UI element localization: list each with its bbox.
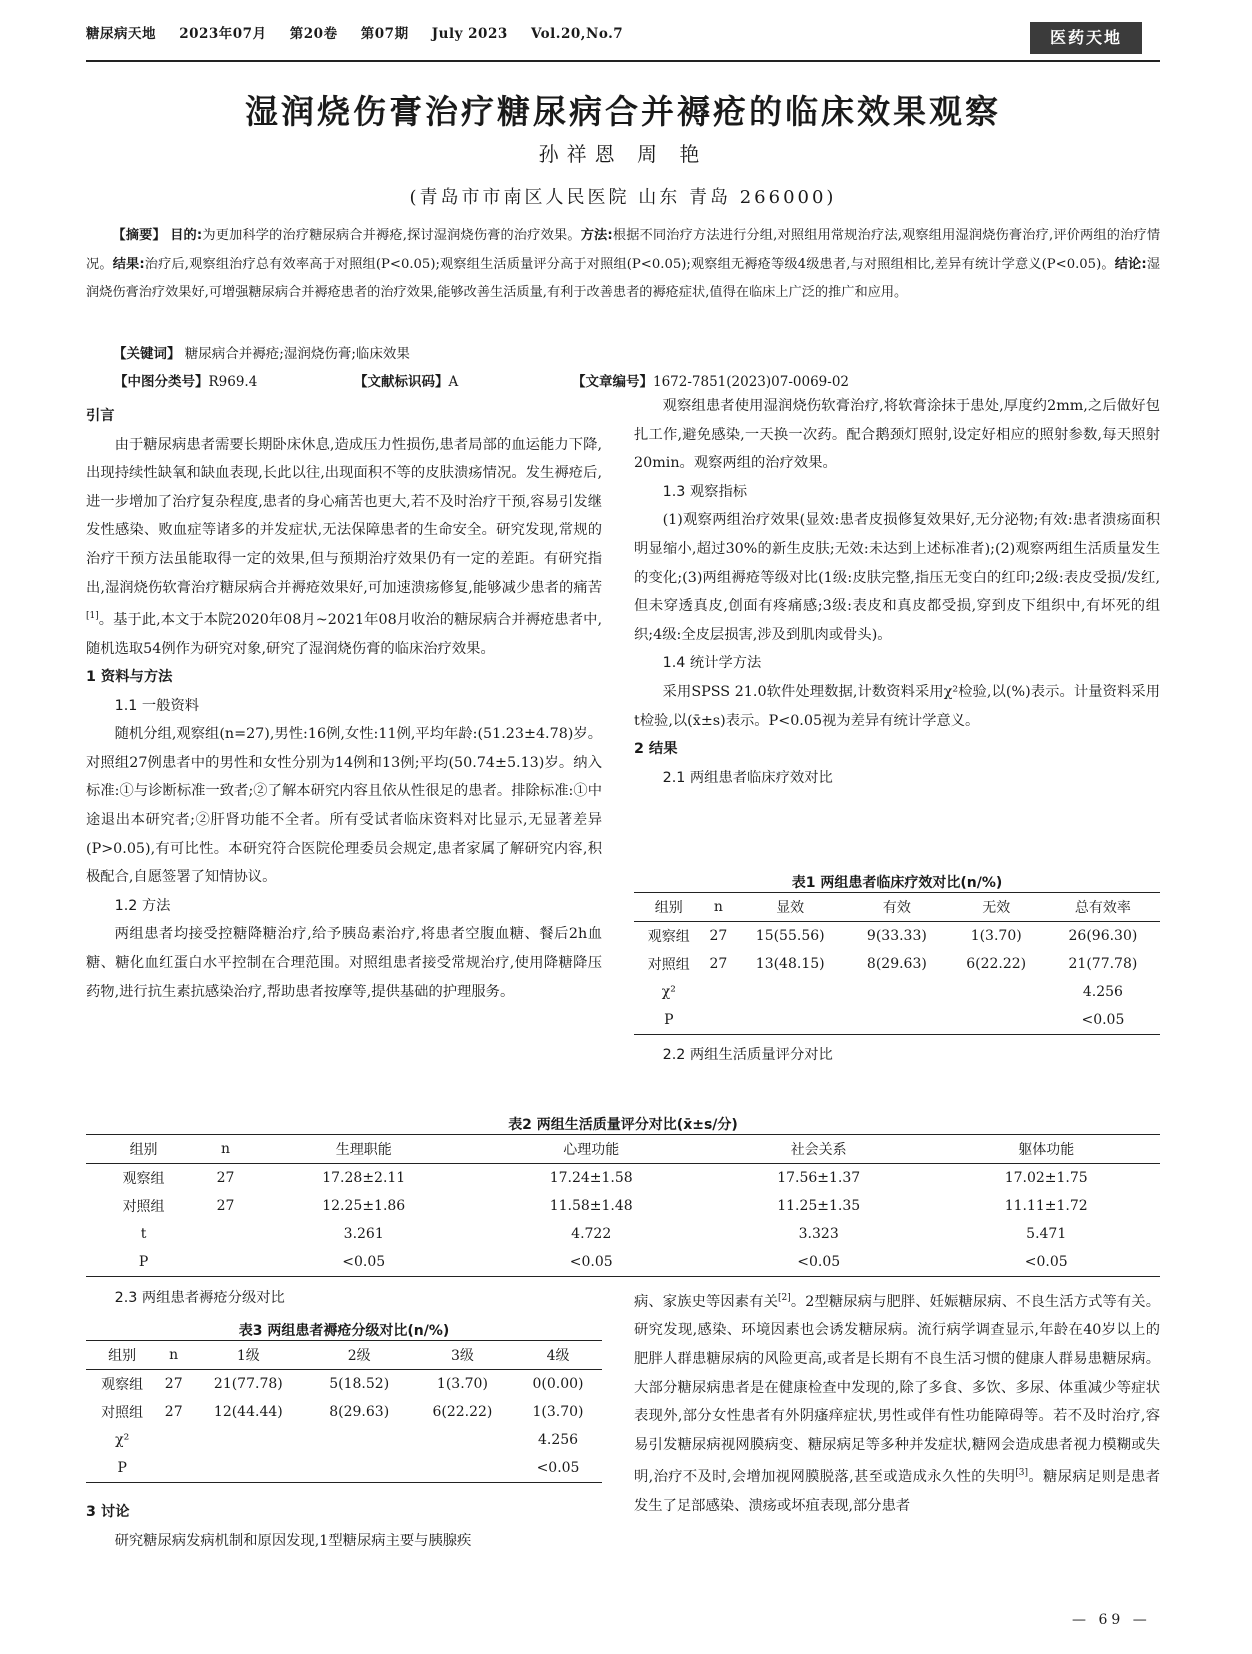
table-cell: 3.323 <box>798 1226 839 1242</box>
clc-label: 【中图分类号】 <box>114 374 209 390</box>
discussion-text-3: 。糖尿病足则是患者发生了足部感染、溃疡或坏疽表现,部分患者 <box>634 1469 1160 1514</box>
table-cell: 5.471 <box>1026 1226 1067 1242</box>
art-value: 1672-7851(2023)07-0069-02 <box>653 374 850 390</box>
objective-label: 目的: <box>170 228 203 243</box>
table-cell <box>733 1006 847 1035</box>
table-1-caption: 表1 两组患者临床疗效对比(n/%) <box>791 875 1003 891</box>
running-header <box>86 22 641 42</box>
left-column <box>86 402 602 1006</box>
date-en: July 2023 <box>431 26 508 42</box>
issue: 第07期 <box>360 26 409 42</box>
table-cell: 27 <box>216 1170 235 1186</box>
table-cell <box>158 1426 189 1454</box>
volume: 第20卷 <box>289 26 338 42</box>
section-2-3-heading: 2.3 两组患者褥疮分级对比 <box>114 1290 285 1306</box>
header-rule <box>86 60 1160 62</box>
column-header: 组别 <box>654 900 683 916</box>
doc-label: 【文献标识码】 <box>354 374 449 390</box>
table-cell: 3.261 <box>343 1226 384 1242</box>
table-row <box>634 978 1160 1006</box>
column-header: n <box>221 1141 231 1157</box>
table-cell <box>733 978 847 1006</box>
table-cell: 8(29.63) <box>329 1404 390 1420</box>
right-column <box>634 392 1160 792</box>
table-cell: 4.256 <box>537 1432 579 1448</box>
art-label: 【文章编号】 <box>572 374 653 390</box>
doc-code <box>354 368 458 396</box>
section-3-heading: 3 讨论 <box>86 1504 130 1520</box>
column-header: 生理职能 <box>335 1142 392 1158</box>
table-cell <box>158 1454 189 1483</box>
table-cell: <0.05 <box>1081 1012 1125 1028</box>
column-header: 总有效率 <box>1074 900 1131 916</box>
clc-value: R969.4 <box>208 374 258 390</box>
table-cell: 对照组 <box>647 957 690 973</box>
citation-3: [3] <box>1015 1468 1029 1479</box>
table-cell: 观察组 <box>101 1377 144 1393</box>
result-text: 治疗后,观察组治疗总有效率高于对照组(P<0.05);观察组生活质量评分高于对照组(P<0.05);观察组无褥疮等级4级患者,与对照组相比,差异有统计学意义(P<0.05)。 <box>144 256 1115 272</box>
table-cell: P <box>117 1460 127 1476</box>
section-1-3-heading: 1.3 观察指标 <box>662 483 748 500</box>
table-cell: 4.722 <box>571 1226 612 1242</box>
table-cell <box>847 978 946 1006</box>
article-title: 湿润烧伤膏治疗糖尿病合并褥疮的临床效果观察 <box>245 92 1001 131</box>
table-cell: 13(48.15) <box>755 956 825 972</box>
table-cell: 8(29.63) <box>866 956 927 972</box>
table-cell <box>308 1454 411 1483</box>
table-cell <box>947 1006 1046 1035</box>
discussion-text-2: 。2型糖尿病与肥胖、妊娠糖尿病、不良生活方式等有关。研究发现,感染、环境因素也会诱发糖尿病。流行病学调查显示,年龄在40岁以上的肥胖人群患糖尿病的风险更高,或者是长期有不良生活习惯的健康人群易患糖尿病。大部分糖尿病患者是在健康检查中发现的,除了多食、多饮、多尿、体重减少等症状表现外,部分女性患者有外阴瘙痒症状,男性或伴有性功能障碍等。若不及时治疗,容易引发糖尿病视网膜病变、糖尿病足等多种并发症状,糖网会造成患者视力模糊或失明,治疗不及时,会增加视网膜脱落,甚至或造成永久性的失明 <box>634 1293 1161 1486</box>
table-cell: 17.24±1.58 <box>549 1170 633 1186</box>
discussion-left <box>86 1498 602 1555</box>
table-3-grid <box>86 1340 602 1483</box>
table-cell: 5(18.52) <box>329 1376 390 1392</box>
table-cell: 27 <box>709 956 728 972</box>
table-cell: 17.56±1.37 <box>777 1170 861 1186</box>
table-row <box>634 1006 1160 1035</box>
table-row <box>86 1426 602 1454</box>
column-header: 心理功能 <box>563 1142 620 1158</box>
table-cell <box>704 978 734 1006</box>
section-2-1-heading: 2.1 两组患者临床疗效对比 <box>662 769 833 786</box>
clc-code <box>114 368 257 396</box>
table-cell: 4.256 <box>1082 984 1123 1000</box>
table-row <box>86 1220 1160 1248</box>
table-cell <box>411 1426 514 1454</box>
citation-2: [2] <box>778 1293 791 1303</box>
table-header-row <box>86 1341 602 1370</box>
table-cell: 观察组 <box>647 929 690 945</box>
table-cell: 1(3.70) <box>532 1404 584 1420</box>
table-cell: χ² <box>115 1432 130 1448</box>
table-cell: 11.25±1.35 <box>777 1198 861 1214</box>
column-header: 3级 <box>450 1348 474 1364</box>
citation-1: [1] <box>86 611 99 622</box>
table-header-row <box>86 1135 1160 1164</box>
conclusion-text: 湿润烧伤膏治疗效果好,可增强糖尿病合并褥疮患者的治疗效果,能够改善生活质量,有利于改善患者的褥疮症状,值得在临床上广泛的推广和应用。 <box>86 256 1161 300</box>
discussion-paragraph-continued <box>634 1284 1160 1520</box>
table-cell: <0.05 <box>569 1254 613 1270</box>
table-cell: 1(3.70) <box>436 1376 488 1392</box>
column-header: 无效 <box>982 900 1011 916</box>
table-cell: <0.05 <box>1024 1254 1068 1270</box>
table-1-grid <box>634 892 1160 1035</box>
table-header-row <box>634 893 1160 922</box>
column-header: 组别 <box>129 1142 158 1158</box>
section-2-2-block <box>634 1041 1160 1070</box>
table-cell: χ² <box>661 984 676 1000</box>
discussion-text-1: 病、家族史等因素有关 <box>634 1293 779 1310</box>
table-cell: 1(3.70) <box>970 928 1022 944</box>
section-badge: 医药天地 <box>1030 22 1142 54</box>
table-row <box>86 1454 602 1483</box>
table-cell <box>189 1426 308 1454</box>
method-text: 根据不同治疗方法进行分组,对照组用常规治疗法,观察组用湿润烧伤膏治疗,评价两组的治疗情况。 <box>86 228 1161 272</box>
page-number: — 69 — <box>1072 1612 1151 1628</box>
table-cell: 11.58±1.48 <box>549 1198 633 1214</box>
discussion-paragraph-start: 研究糖尿病发病机制和原因发现,1型糖尿病主要与胰腺疾 <box>114 1532 472 1549</box>
table-2-caption: 表2 两组生活质量评分对比(x̄±s/分) <box>508 1117 738 1133</box>
table-cell: 12(44.44) <box>213 1404 283 1420</box>
table-cell <box>947 978 1046 1006</box>
table-cell: t <box>140 1226 147 1242</box>
table-cell: 11.11±1.72 <box>1004 1198 1088 1214</box>
column-header: 有效 <box>882 900 911 916</box>
table-row <box>86 1248 1160 1277</box>
table-2-grid <box>86 1134 1160 1277</box>
table-cell: 17.02±1.75 <box>1004 1170 1088 1186</box>
intro-paragraph <box>86 431 602 664</box>
table-row <box>634 950 1160 978</box>
table-row <box>634 922 1160 951</box>
section-1-2-paragraph: 两组患者均接受控糖降糖治疗,给予胰岛素治疗,将患者空腹血糖、餐后2h血糖、糖化血红蛋白水平控制在合理范围。对照组患者接受常规治疗,使用降糖降压药物,进行抗生素抗感染治疗,帮助患者按摩等,提供基础的护理服务。 <box>86 926 602 1000</box>
section-1-4-paragraph: 采用SPSS 21.0软件处理数据,计数资料采用χ²检验,以(%)表示。计量资料采用t检验,以(x̄±s)表示。P<0.05视为差异有统计学意义。 <box>634 683 1160 729</box>
table-2 <box>86 1114 1160 1277</box>
intro-heading: 引言 <box>86 408 115 424</box>
section-2-2-heading: 2.2 两组生活质量评分对比 <box>662 1047 833 1063</box>
table-row <box>86 1164 1160 1193</box>
doc-value: A <box>448 374 459 390</box>
journal-name: 糖尿病天地 <box>86 26 156 42</box>
issue-date: 2023年07月 <box>179 26 267 42</box>
affiliation: (青岛市市南区人民医院 山东 青岛 266000) <box>409 187 837 208</box>
section-1-3-paragraph: (1)观察两组治疗效果(显效:患者皮损修复效果好,无分泌物;有效:患者溃疡面积明显缩小,超过30%的新生皮肤;无效:未达到上述标准者);(2)观察两组生活质量发生的变化;(3)两组褥疮等级对比(1级:皮肤完整,指压无变白的红印;2级:表皮受损/发红,但未穿透真皮,创面有疼痛感;3级:表皮和真皮都受损,穿到皮下组织中,有坏死的组织;4级:全皮层损害,涉及到肌肉或骨头)。 <box>634 512 1160 643</box>
column-header: 社会关系 <box>790 1142 847 1158</box>
table-cell: 对照组 <box>122 1199 165 1215</box>
table-cell <box>308 1426 411 1454</box>
column-header: n <box>713 899 723 915</box>
keywords-label: 【关键词】 <box>113 346 181 362</box>
table-cell: 21(77.78) <box>213 1376 283 1392</box>
table-cell: <0.05 <box>342 1254 386 1270</box>
table-row <box>86 1370 602 1399</box>
table-cell: 观察组 <box>122 1171 165 1187</box>
table-cell: 17.28±2.11 <box>322 1170 406 1186</box>
table-cell: <0.05 <box>536 1460 580 1476</box>
table-cell: 26(96.30) <box>1068 928 1138 944</box>
section-2-3-block <box>86 1284 602 1313</box>
section-1-2-heading: 1.2 方法 <box>114 897 171 914</box>
table-cell <box>411 1454 514 1483</box>
result-label: 结果: <box>112 256 145 272</box>
column-header: 2级 <box>347 1348 371 1364</box>
column-header: 显效 <box>776 900 805 916</box>
table-cell: P <box>664 1012 674 1028</box>
table-cell: 6(22.22) <box>966 956 1027 972</box>
method-continued-paragraph: 观察组患者使用湿润烧伤软膏治疗,将软膏涂抹于患处,厚度约2mm,之后做好包扎工作,避免感染,一天换一次药。配合鹅颈灯照射,设定好相应的照射参数,每天照射20min。观察两组的治疗效果。 <box>634 398 1160 472</box>
intro-text-end: 。基于此,本文于本院2020年08月~2021年08月收治的糖尿病合并褥疮患者中,随机选取54例作为研究对象,研究了湿润烧伤膏的临床治疗效果。 <box>86 611 602 657</box>
table-cell: 12.25±1.86 <box>322 1198 406 1214</box>
article-meta <box>86 340 1160 396</box>
table-cell: 对照组 <box>101 1405 144 1421</box>
table-cell: 27 <box>216 1198 235 1214</box>
table-cell <box>704 1006 734 1035</box>
authors: 孙祥恩 周 艳 <box>538 142 708 166</box>
table-cell <box>189 1454 308 1483</box>
section-1-1-heading: 1.1 一般资料 <box>114 697 200 714</box>
section-1-4-heading: 1.4 统计学方法 <box>662 655 762 672</box>
table-cell <box>201 1220 250 1248</box>
table-cell: 0(0.00) <box>532 1376 584 1392</box>
section-1-heading: 1 资料与方法 <box>86 669 173 686</box>
table-cell <box>847 1006 946 1035</box>
section-2-heading: 2 结果 <box>634 741 678 758</box>
table-cell: 15(55.56) <box>755 928 825 944</box>
intro-text: 由于糖尿病患者需要长期卧床休息,造成压力性损伤,患者局部的血运能力下降,出现持续性缺氧和缺血表现,长此以往,出现面积不等的皮肤溃疡情况。发生褥疮后,进一步增加了治疗复杂程度,患者的身心痛苦也更大,若不及时治疗干预,容易引发继发性感染、败血症等诸多的并发症状,无法保障患者的生命安全。研究发现,常规的治疗干预方法虽能取得一定的效果,但与预期治疗效果仍有一定的差距。有研究指出,湿润烧伤软膏治疗糖尿病合并褥疮效果好,可加速溃疡修复,能够减少患者的痛苦 <box>86 436 602 596</box>
column-header: 4级 <box>546 1348 570 1364</box>
abstract-label: 【摘要】 <box>112 228 166 243</box>
table-cell: 9(33.33) <box>866 928 927 944</box>
table-3 <box>86 1320 602 1483</box>
column-header: n <box>169 1347 179 1363</box>
column-header: 组别 <box>108 1348 137 1364</box>
table-row <box>86 1192 1160 1220</box>
table-cell: 6(22.22) <box>432 1404 493 1420</box>
abstract <box>86 222 1160 308</box>
table-cell: 27 <box>709 928 728 944</box>
objective-text: 为更加科学的治疗糖尿病合并褥疮,探讨湿润烧伤膏的治疗效果。 <box>202 228 581 243</box>
column-header: 躯体功能 <box>1018 1142 1075 1158</box>
table-3-caption: 表3 两组患者褥疮分级对比(n/%) <box>238 1323 450 1339</box>
keywords-text: 糖尿病合并褥疮;湿润烧伤膏;临床效果 <box>184 346 410 362</box>
keywords <box>86 340 1160 368</box>
table-row <box>86 1398 602 1426</box>
table-cell: 27 <box>164 1376 183 1392</box>
table-cell <box>201 1248 250 1277</box>
column-header: 1级 <box>236 1348 260 1364</box>
table-cell: <0.05 <box>797 1254 841 1270</box>
conclusion-label: 结论: <box>1114 256 1147 272</box>
method-label: 方法: <box>580 228 613 243</box>
table-cell: 21(77.78) <box>1068 956 1138 972</box>
discussion-right <box>634 1284 1160 1520</box>
table-cell: P <box>138 1254 149 1270</box>
volume-en: Vol.20,No.7 <box>530 26 624 42</box>
table-1 <box>634 872 1160 1070</box>
table-cell: 27 <box>164 1404 183 1420</box>
section-1-1-paragraph: 随机分组,观察组(n=27),男性:16例,女性:11例,平均年龄:(51.23±4.78)岁。对照组27例患者中的男性和女性分别为14例和13例;平均(50.74±5.13)岁。纳入标准:①与诊断标准一致者;②了解本研究内容且依从性很足的患者。排除标准:①中途退出本研究者;②肝肾功能不全者。所有受试者临床资料对比显示,无显著差异(P>0.05),有可比性。本研究符合医院伦理委员会规定,患者家属了解研究内容,积极配合,自愿签署了知情协议。 <box>86 726 602 886</box>
